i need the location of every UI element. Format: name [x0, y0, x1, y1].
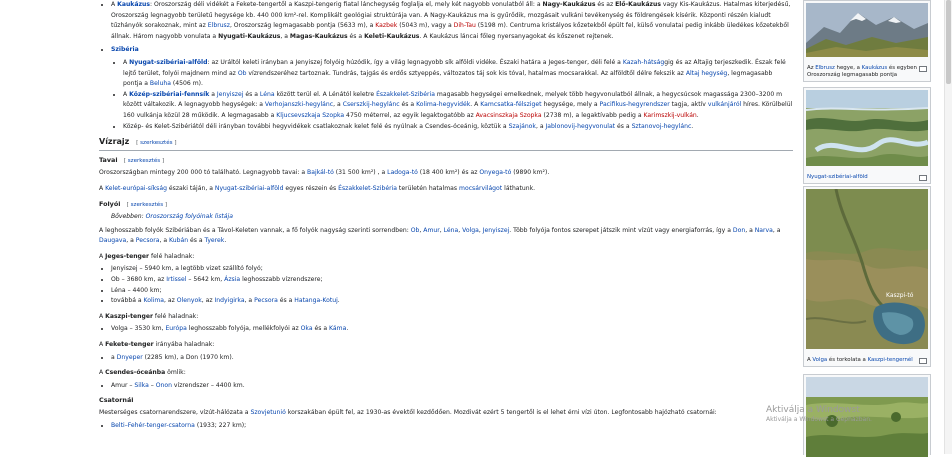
- link-ob[interactable]: Ob: [237, 69, 247, 77]
- bracket-close: ]: [172, 140, 177, 147]
- link-kljucsevszkaja[interactable]: Kljucsevszkaja Szopka: [276, 111, 345, 119]
- link-nyugat-szibériai-alföld[interactable]: Nyugat-szibériai-alföld: [129, 58, 208, 66]
- link-kolima[interactable]: Kolima: [143, 297, 165, 305]
- text: és a: [243, 90, 260, 98]
- heading-text: Tavai: [99, 155, 118, 164]
- link-kaukazus[interactable]: Kaukázus: [117, 1, 150, 8]
- hatnote-label: Bővebben:: [111, 213, 146, 221]
- paragraph-folyok-intro: [99, 226, 793, 247]
- edit-link-tavai[interactable]: szerkesztés: [127, 157, 161, 164]
- text: .: [346, 325, 349, 333]
- link-volga-caption[interactable]: Volga: [812, 356, 828, 363]
- text: vagy Kis-Kaukázus. Hatalmas kiterjedésű, Oroszország legnagyobb területű hegysége kb. 440 000 km²-rel. Komplikált geológiai struktúrája van. A Nagy-Kaukázus ma is gyűrődik, mozgásait vulkáni tevékenység és földrengések kísérik. Központi részén kialudt tűzhányók sorakoznak, mint az: [111, 1, 791, 30]
- text: magasabb hegységei emelkednek, melyek több hegyvonulatból állnak, a hegycsúcsok magassága 2300–3200 m között váltakozik. A legnagyobb hegységek: a: [123, 90, 783, 109]
- heading-tavai: [99, 155, 793, 167]
- link-tyerek[interactable]: Tyerek: [204, 237, 225, 245]
- text: A: [123, 58, 130, 66]
- link-kazbek[interactable]: Kazbek: [375, 22, 398, 30]
- caption-volga: [804, 356, 930, 366]
- edit-link-vizrajz[interactable]: szerkesztés: [140, 140, 173, 147]
- windows-activation-watermark: [766, 405, 872, 424]
- list-item: • Jenyiszej – 5940 km, a legtöbb vizet szállító folyó;: [111, 264, 793, 275]
- text: –: [148, 381, 156, 389]
- thumbnail-nyugat-sziberia[interactable]: [803, 87, 931, 184]
- text: : Oroszország déli vidékét a Fekete-tengertől a Kaszpi-tengerig fiatal lánchegység foglalja el, mely két nagyobb vonulatból áll: a: [149, 1, 543, 8]
- link-sztanovoj[interactable]: Sztanovoj-hegylánc: [631, 122, 692, 130]
- link-vulkanjarol[interactable]: vulkánjáról: [707, 101, 742, 109]
- bold-nyugati-kaukazus: Nyugati-Kaukázus: [218, 32, 281, 40]
- text: leghosszabb folyója, mellékfolyói az: [186, 325, 301, 333]
- text: ,: [419, 226, 424, 234]
- list-item: [111, 381, 793, 392]
- link-amur[interactable]: Amur: [423, 226, 440, 234]
- link-ob-2[interactable]: Ob: [410, 226, 420, 234]
- link-ladoga-to[interactable]: Ladoga-tó: [387, 169, 418, 177]
- link-karimszkij[interactable]: Karimszkij-vulkán: [643, 111, 697, 119]
- text: .: [691, 122, 694, 130]
- text: hegye, a: [834, 64, 862, 71]
- link-kelet-europai-siksag[interactable]: Kelet-európai-síkság: [105, 184, 167, 192]
- text: Volga – 3530 km,: [111, 325, 166, 333]
- text: A: [111, 1, 118, 8]
- text: között terül el. A Lénától keletre: [274, 90, 377, 98]
- link-jenyiszej-2[interactable]: Jenyiszej: [482, 226, 510, 234]
- bold-jeges-tenger: Jeges-tenger: [105, 252, 150, 260]
- text: a: [209, 90, 217, 98]
- list-item: • Léna – 4400 km;: [111, 286, 793, 297]
- text: ,: [439, 226, 444, 234]
- text: A: [99, 369, 106, 377]
- text: és torkolata a: [827, 356, 868, 363]
- text: vízrendszeréhez tartoznak. Tundrás, tajgás és erdős sztyeppés, változatos táj sok kis tóval, hatalmas mocsarakkal. Az alföldtől délre fekszik az: [246, 69, 686, 77]
- bold-nagy-kaukazus: Nagy-Kaukázus: [542, 1, 596, 8]
- text: (2285 km), a Don (1970 km).: [142, 353, 234, 361]
- text: , legmagasabb pontja a: [123, 69, 773, 88]
- list-csendes: [99, 381, 793, 392]
- link-pecsora[interactable]: Pecsora: [135, 237, 160, 245]
- text: A: [807, 356, 813, 363]
- text: híres. Körülbelül 160 vulkánja közül 28 működik. A legmagasabb a: [123, 101, 793, 119]
- text: és a: [399, 101, 417, 109]
- text: gig és az Altajig terjeszkedik. Észak felé lejtő terület, folyói majdnem mind az: [123, 58, 786, 77]
- link-folyok-listaja[interactable]: Oroszország folyóinak listája: [145, 213, 233, 221]
- heading-folyoi: [99, 199, 793, 211]
- list-item-nyugat-sziberia: [123, 58, 793, 90]
- text: (2738 m), a legaktívabb pedig a: [541, 111, 644, 119]
- link-don[interactable]: Don: [732, 226, 746, 234]
- image-elbrusz[interactable]: [806, 3, 928, 57]
- text: ,: [458, 226, 463, 234]
- link-eszakkelet-sziberia[interactable]: Északkelet-Szibéria: [376, 90, 435, 98]
- link-jenyiszej[interactable]: Jenyiszej: [216, 90, 244, 98]
- text: láthatunk.: [502, 184, 536, 192]
- list-item-sziberia: [111, 45, 793, 132]
- link-szovjetunio[interactable]: Szovjetunió: [250, 409, 286, 416]
- text: Közép- és Kelet-Szibériától déli irányban további hegyvidékek csatlakoznak kelet felé és nyúlnak a Csendes-óceánig, köztük a: [123, 122, 509, 130]
- text: Ob – 3680 km, az: [111, 276, 167, 284]
- enlarge-icon[interactable]: [919, 358, 927, 364]
- watermark-title: Aktiválja a Windowst: [766, 405, 860, 415]
- link-kozep-szibériai-fennsik[interactable]: Közép-szibériai-fennsík: [129, 90, 210, 98]
- text: A: [123, 90, 130, 98]
- text: Az: [807, 64, 816, 71]
- text: Amur –: [111, 381, 135, 389]
- list-item: [111, 353, 793, 364]
- text: . Több folyója fontos szerepet játszik mint vízút vagy energiaforrás, így a: [509, 226, 733, 234]
- text: vízrendszer – 4400 km.: [172, 381, 245, 389]
- text: (1933; 227 km);: [194, 421, 247, 429]
- text: és az: [595, 1, 616, 8]
- text: , az: [201, 297, 215, 305]
- text: . A Kaukázus láncai főleg nyersanyagokat és kőszenet rejtenek.: [419, 32, 614, 40]
- bracket-open: [: [136, 140, 141, 147]
- text: . A: [470, 101, 481, 109]
- scrollbar-thumb[interactable]: [946, 0, 951, 84]
- link-beluha[interactable]: Beluha: [149, 80, 171, 88]
- thumbnail-volga[interactable]: [803, 186, 931, 367]
- text: és a: [347, 32, 365, 40]
- link-sziberia[interactable]: Szibéria: [111, 46, 139, 54]
- text: korszakában épült fel, az 1930-as évektől kezdődően. Mozdivát ezért 5 tengertől is el lehet érni vízi úton. Legfontosabb hajózható csatornái:: [285, 409, 717, 416]
- text: irányába haladnak:: [153, 341, 215, 349]
- link-hatanga-kotuj[interactable]: Hatanga-Kotuj: [294, 297, 338, 305]
- text: 4750 méterrel, az egyik legaktogatóbb az: [344, 111, 476, 119]
- text: északi táján, a: [166, 184, 215, 192]
- text: egyes részein és: [283, 184, 339, 192]
- paragraph-mocsarak: [99, 184, 793, 195]
- label-jeges-tenger: [99, 252, 793, 263]
- text: A: [99, 312, 106, 320]
- edit-section: [ szerkesztés ]: [123, 157, 165, 164]
- text: és egyben Oroszország legmagasabb pontja: [807, 64, 917, 78]
- heading-text: Vízrajz: [99, 137, 130, 147]
- paragraph-tavak: [99, 168, 793, 179]
- link-lena[interactable]: Léna: [259, 90, 275, 98]
- text: A: [99, 184, 106, 192]
- link-kamcsatka[interactable]: Kamcsatka-félsziget: [480, 101, 542, 109]
- text: A leghosszabb folyók Szibériában és a Távol-Keleten vannak, a fő folyók nagyság szerinti sorrendben:: [99, 226, 411, 234]
- list-item: [111, 296, 793, 307]
- link-pecsora-2[interactable]: Pecsora: [254, 297, 278, 305]
- list-csatornak: [99, 421, 793, 432]
- text: tagja, aktív: [669, 101, 708, 109]
- list-item: [111, 421, 793, 432]
- link-kaukazus-caption[interactable]: Kaukázus: [861, 64, 888, 71]
- text: (9890 km²).: [511, 169, 550, 177]
- link-mocsarvilag[interactable]: mocsárvilágot: [459, 184, 503, 192]
- link-avacsinszkaja[interactable]: Avacsinszkaja Szopka: [475, 111, 542, 119]
- list-jeges-tenger: [99, 264, 793, 306]
- list-item: [111, 324, 793, 335]
- link-kolima-hegyvidek[interactable]: Kolima-hegyvidék: [416, 101, 471, 109]
- link-indyigirka[interactable]: Indyigirka: [214, 297, 245, 305]
- bold-csendes-ocean: Csendes-óceánba: [105, 369, 166, 377]
- text: (31 500 km²) , a: [333, 169, 388, 177]
- link-irtis[interactable]: Irtissel: [166, 276, 187, 284]
- text: és a: [277, 297, 295, 305]
- text: leghosszabb vízrendszere;: [240, 276, 323, 284]
- text: , az: [164, 297, 177, 305]
- link-dnyeper[interactable]: Dnyeper: [116, 353, 143, 361]
- paragraph-csatornak: [99, 408, 793, 419]
- text: , a: [159, 237, 170, 245]
- text: ömlik:: [165, 369, 186, 377]
- bold-magas-kaukazus: Magas-Kaukázus: [289, 32, 348, 40]
- text: továbbá a: [111, 297, 144, 305]
- edit-link-folyoi[interactable]: szerkesztés: [130, 201, 164, 208]
- heading-text: Csatornái: [99, 396, 134, 405]
- text: A: [99, 252, 106, 260]
- text: .: [337, 297, 340, 305]
- thumbnail-column: [803, 0, 931, 454]
- link-oka[interactable]: Oka: [300, 325, 313, 333]
- link-nyugat-sziberiai-alfold-2[interactable]: Nyugat-szibériai-alföld: [214, 184, 284, 192]
- label-fekete-tenger: [99, 340, 793, 351]
- list-item-kaukazus: [111, 0, 793, 42]
- link-cserszkij[interactable]: Cserszkij-hegylánc: [342, 101, 400, 109]
- link-lena-2[interactable]: Léna: [443, 226, 459, 234]
- heading-vizrajz: [99, 137, 793, 151]
- link-belti-feher-tenger-csatorna[interactable]: Belti–Fehér-tenger-csatorna: [111, 421, 195, 429]
- text: ,: [478, 226, 483, 234]
- label-csendes-ocean: [99, 368, 793, 379]
- bold-keleti-kaukazus: Keleti-Kaukázus: [364, 32, 420, 40]
- link-olenyok[interactable]: Olenyok: [176, 297, 202, 305]
- text: .: [696, 111, 699, 119]
- link-eszakkelet-sziberia-2[interactable]: Északkelet-Szibéria: [338, 184, 397, 192]
- text: és a: [615, 122, 632, 130]
- text: területén hatalmas: [397, 184, 460, 192]
- link-nyugat-sziberia-caption[interactable]: Nyugat-szibériai-alföld: [807, 173, 868, 180]
- relief-list: [99, 0, 793, 132]
- edit-section: [136, 140, 176, 146]
- list-item-kozep-sziberia: [123, 90, 793, 122]
- bold-fekete-tenger: Fekete-tenger: [105, 341, 154, 349]
- link-verhojanszki[interactable]: Verhojanszki-hegylánc: [264, 101, 334, 109]
- caption-nyugat-sziberia: [804, 173, 930, 183]
- list-fekete: [99, 353, 793, 364]
- hatnote: [99, 212, 793, 223]
- link-elbrusz[interactable]: Elbrusz: [207, 22, 230, 30]
- link-bajkal-to[interactable]: Bajkál-tó: [307, 169, 334, 177]
- text: és a: [188, 237, 205, 245]
- text: – 5642 km,: [186, 276, 225, 284]
- text: felé haladnak:: [152, 312, 199, 320]
- article-content: [99, 0, 793, 454]
- text: , a: [126, 237, 136, 245]
- text: , a: [333, 101, 343, 109]
- text: , Oroszország legmagasabb pontja (5633 m), a: [229, 22, 376, 30]
- text: , a: [535, 122, 546, 130]
- list-item-deli-hegyvidekek: [123, 122, 793, 133]
- link-altaj-hegyseg[interactable]: Altaj hegység: [685, 69, 728, 77]
- link-pacifikus[interactable]: Pacifikus-hegyrendszer: [599, 101, 670, 109]
- text: és a: [312, 325, 330, 333]
- link-kazah-hatsag[interactable]: Kazah-hátság: [622, 58, 665, 66]
- text: , a: [745, 226, 755, 234]
- link-onyega-to[interactable]: Onyega-tó: [479, 169, 512, 177]
- link-azsia[interactable]: Ázsia: [224, 276, 241, 284]
- link-dih-tau[interactable]: Dih-Tau: [453, 22, 476, 30]
- image-volga-delta[interactable]: [806, 189, 928, 349]
- text: A: [99, 341, 106, 349]
- enlarge-icon[interactable]: [919, 66, 927, 72]
- link-daugava[interactable]: Daugava: [99, 237, 127, 245]
- link-kama[interactable]: Káma: [329, 325, 347, 333]
- link-narva[interactable]: Narva: [754, 226, 773, 234]
- link-szajanok[interactable]: Szajánok: [508, 122, 536, 130]
- sziberia-sublist: [111, 58, 793, 132]
- map-label: Kaszpi-tó: [886, 292, 914, 299]
- watermark-subtitle: Aktiválja a Windowst a Gépházban.: [766, 416, 872, 423]
- link-onon[interactable]: Onon: [155, 381, 172, 389]
- text: , a: [244, 297, 255, 305]
- text: (5043 m), vagy a: [397, 22, 454, 30]
- text: a: [111, 353, 117, 361]
- text: (18 400 km²) és az: [417, 169, 480, 177]
- image-nyugat-sziberia[interactable]: [806, 90, 928, 166]
- left-margin: [0, 0, 94, 454]
- text: , a: [772, 226, 781, 234]
- edit-section: [ szerkesztés ]: [126, 201, 168, 208]
- heading-text: Folyói: [99, 199, 121, 208]
- link-kaszpi-caption[interactable]: Kaszpi-tengernél: [867, 356, 913, 363]
- text: Mesterséges csatornarendszere, vízút-hálózata a: [99, 409, 251, 416]
- text: (5198 m). Centruma kristályos kőzetekből épült fel, külső vonulatai pedig inkább üledékes kőzetekből állnak. Három nagyobb vonulata a: [111, 22, 789, 40]
- list-kaszpi: [99, 324, 793, 335]
- bold-elo-kaukazus: Elő-Kaukázus: [615, 1, 661, 8]
- list-item: [111, 275, 793, 286]
- text: : az Uráltól keleti irányban a Jenyiszej folyóig húzódik, így a világ legnagyobb sík alföldi vidéke. Északi határa a Jeges-tenger, déli felé a: [207, 58, 623, 66]
- bold-kaszpi-tenger: Kaszpi-tenger: [105, 312, 153, 320]
- link-volga[interactable]: Volga: [462, 226, 479, 234]
- link-kuban[interactable]: Kubán: [169, 237, 189, 245]
- text: felé haladnak:: [149, 252, 195, 260]
- caption-elbrusz: [804, 64, 930, 81]
- label-kaszpi-tenger: [99, 312, 793, 323]
- link-elbrusz-caption[interactable]: Elbrusz: [815, 64, 835, 71]
- text: , a: [280, 32, 290, 40]
- text: .: [224, 237, 227, 245]
- thumbnail-elbrusz[interactable]: [803, 0, 931, 82]
- text: hegysége, mely a: [541, 101, 600, 109]
- link-jablonovij[interactable]: Jablonovij-hegyvonulat: [545, 122, 616, 130]
- heading-csatornai: [99, 395, 793, 406]
- link-silka[interactable]: Silka: [134, 381, 149, 389]
- enlarge-icon[interactable]: [919, 175, 927, 181]
- text: Oroszországban mintegy 200 000 tó található. Legnagyobb tavai: a: [99, 169, 308, 177]
- link-europa[interactable]: Európa: [165, 325, 187, 333]
- text: (4506 m).: [170, 80, 203, 88]
